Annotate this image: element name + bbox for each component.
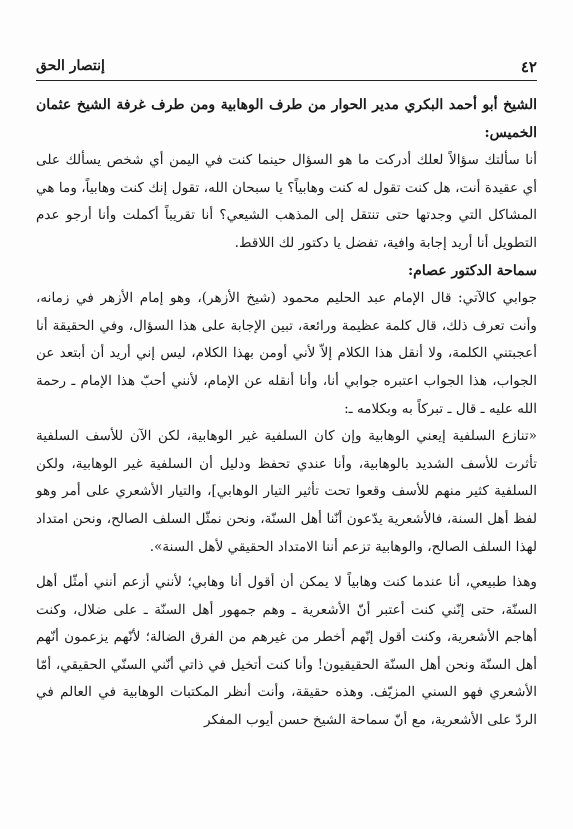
paragraph: جوابي كالآتي: قال الإمام عبد الحليم محمود (شيخ الأزهر)، وهو إمام الأزهر في زمانه، وأنت تعرف ذلك، قال كلمة عظيمة ورائعة، تبين الإجابة على هذا السؤال، وفي الحقيقة أنا أعجبتني الكلمة، ولا أنقل هذا الكلام إلاّ لأني أومن بهذا الكلام، ليس إني أريد أن أبتعد عن الجواب، هذا الجواب اعتبره جوابي أنا، وأنا أنقله عن الإمام، لأنني أحبّ هذا الإمام ـ رحمة الله عليه ـ قال ـ تبركاً به وبكلامه ـ:	[36, 290, 537, 417]
page-header	[36, 56, 537, 81]
page-content	[36, 92, 537, 819]
speaker-heading: الشيخ أبو أحمد البكري مدير الحوار من طرف الوهابية ومن طرف غرفة الشيخ عثمان الخميس:	[36, 97, 537, 141]
speaker-heading: سماحة الدكتور عصام:	[408, 262, 537, 279]
page-number: ٤٢	[520, 58, 537, 76]
paragraph: وهذا طبيعي، أنا عندما كنت وهابياً لا يمكن أن أقول أنا وهابي؛ لأنني أزعم أنني أمثّل أهل السنّة، حتى إنّني كنت أعتبر أنّ الأشعرية ـ وهم جمهور أهل السنّة ـ على ضلال، وكنت أهاجم الأشعرية، وكنت أقول إنّهم أخطر من غيرهم من الفرق الضالة؛ لأنّهم يزعمون أنّهم أهل السنّة ونحن أهل السنّة الحقيقيون! وأنا كنت أتخيل في ذاتي أنّني السنّي الحقيقي، أمّا الأشعري فهو السني المزيّف. وهذه حقيقة، وأنت أنظر المكتبات الوهابية في العالم في الردّ على الأشعرية، مع أنّ سماحة الشيخ حسن أيوب المفكر	[36, 574, 537, 729]
paragraph: أنا سألتك سؤالاً لعلك أدركت ما هو السؤال حينما كنت في اليمن أي شخص يسألك على أي عقيدة أنت، هل كنت تقول له كنت وهابياً؟ يا سبحان الله، تقول إنك كنت وهابياً، وما هي المشاكل التي وجدتها حتى تنتقل إلى المذهب الشيعي؟ أنا تقريباً أكملت وأنا أرجو عدم التطويل أنا أريد إجابة وافية، تفضل يا دكتور لك اللاقط.	[36, 152, 537, 251]
running-title: إنتصار الحق	[36, 58, 105, 74]
quotation-paragraph: «تنازع السلفية إيعني الوهابية وإن كان السلفية غير الوهابية، لكن الآن للأسف السلفية تأثرت للأسف الشديد بالوهابية، وأنا عندي تحفظ ودليل أن السلفية غير الوهابية، ولكن السلفية كثير منهم للأسف وقعوا تحت تأثير التيار الوهابي]، والتيار الأشعري على أمر وهو لفظ أهل السنة، فالأشعرية يدّعون أنّنا أهل السنّة، ونحن نمثّل السلف الصالح، ونحن امتداد لهذا السلف الصالح، والوهابية تزعم أننا الامتداد الحقيقي لأهل السنة».	[36, 428, 537, 555]
